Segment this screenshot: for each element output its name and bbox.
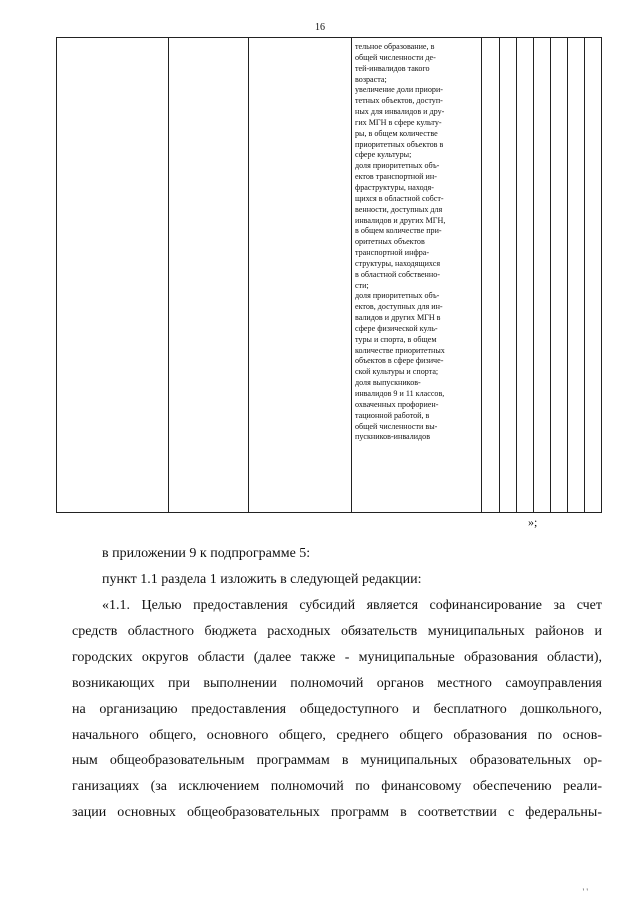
paragraph-line: городских округов области (далее также - муниципальные образования области), [72,649,602,665]
cell-line: общей численности вы- [355,421,438,431]
cell-line: приоритетных объектов в [355,139,444,149]
cell-line: инвалидов 9 и 11 классов, [355,389,445,398]
paragraph-line: «1.1. Целью предоставления субсидий является софинансирование за счет [102,598,602,613]
paragraph-line: на организацию предоставления общедоступного и бесплатного дошкольного, [72,701,602,717]
cell-line: транспортной инфра- [355,248,430,258]
cell-line: тационной работой, в [355,410,430,420]
cell-line: структуры, находящихся [355,258,441,268]
column-divider [248,38,249,512]
cell-line: охваченных профориен- [355,399,439,409]
cell-line: валидов и других МГН в [355,313,441,323]
closing-quote: »; [528,515,538,529]
cell-line: в общем количестве при- [355,226,442,236]
cell-line: доля приоритетных объ- [355,291,440,301]
column-divider [584,38,585,512]
cell-line: сфере физической куль- [355,323,438,333]
cell-line: общей численности де- [355,52,436,62]
column-divider [481,38,482,512]
indicator-cell [355,42,477,443]
cell-line: тей-инвалидов такого [355,63,430,73]
column-divider [550,38,551,512]
cell-line: тетных объектов, доступ- [355,96,443,106]
page-number: 16 [315,22,325,33]
cell-line: количестве приоритетных [355,345,445,355]
cell-line: доля выпускников- [355,378,421,388]
column-divider [499,38,500,512]
cell-line: возраста; [355,74,387,84]
corner-mark: ' ' [582,887,588,897]
cell-line: сфере культуры; [355,150,412,160]
cell-line: пускников-инвалидов [355,432,431,442]
cell-line: ской культуры и спорта; [355,367,439,377]
cell-line: ных для инвалидов и дру- [355,107,445,117]
paragraph-line: возникающих при выполнении полномочий органов местного самоуправления [72,675,602,691]
cell-line: щихся в областной собст- [355,193,444,203]
cell-line: туры и спорта, в общем [355,334,437,344]
cell-line: доля приоритетных объ- [355,161,440,171]
body-paragraph [72,593,602,826]
cell-line: объектов в сфере физиче- [355,356,444,366]
body-line: в приложении 9 к подпрограмме 5: [102,546,311,561]
cell-line: фраструктуры, находя- [355,182,434,192]
cell-line: ектов, доступных для ин- [355,302,443,312]
cell-line: ры, в общем количестве [355,128,438,138]
paragraph-line: начального общего, основного общего, среднего общего образования по основ- [72,727,602,743]
cell-line: оритетных объектов [355,237,425,247]
paragraph-line: зации основных общеобразовательных программ в соответствии с федеральны- [72,805,602,821]
body-text-intro [72,541,602,593]
cell-line: увеличение доли приори- [355,85,444,95]
cell-line: инвалидов и других МГН, [355,215,446,225]
column-divider [567,38,568,512]
column-divider [533,38,534,512]
cell-line: сти; [355,280,369,290]
body-line: пункт 1.1 раздела 1 изложить в следующей редакции: [102,571,422,587]
paragraph-line: средств областного бюджета расходных обязательств муниципальных районов и [72,623,602,639]
paragraph-line: ганизациях (за исключением полномочий по финансовому обеспечению реали- [72,779,602,795]
cell-line: тельное образование, в [355,42,435,51]
column-divider [351,38,352,512]
column-divider [516,38,517,512]
continuation-table [56,37,602,513]
cell-line: ектов транспортной ин- [355,172,437,182]
paragraph-line: ным общеобразовательным программам в муниципальных образовательных ор- [72,753,602,769]
cell-line: гих МГН в сфере культу- [355,117,442,127]
cell-line: венности, доступных для [355,204,443,214]
cell-line: в областной собственно- [355,269,440,279]
column-divider [168,38,169,512]
